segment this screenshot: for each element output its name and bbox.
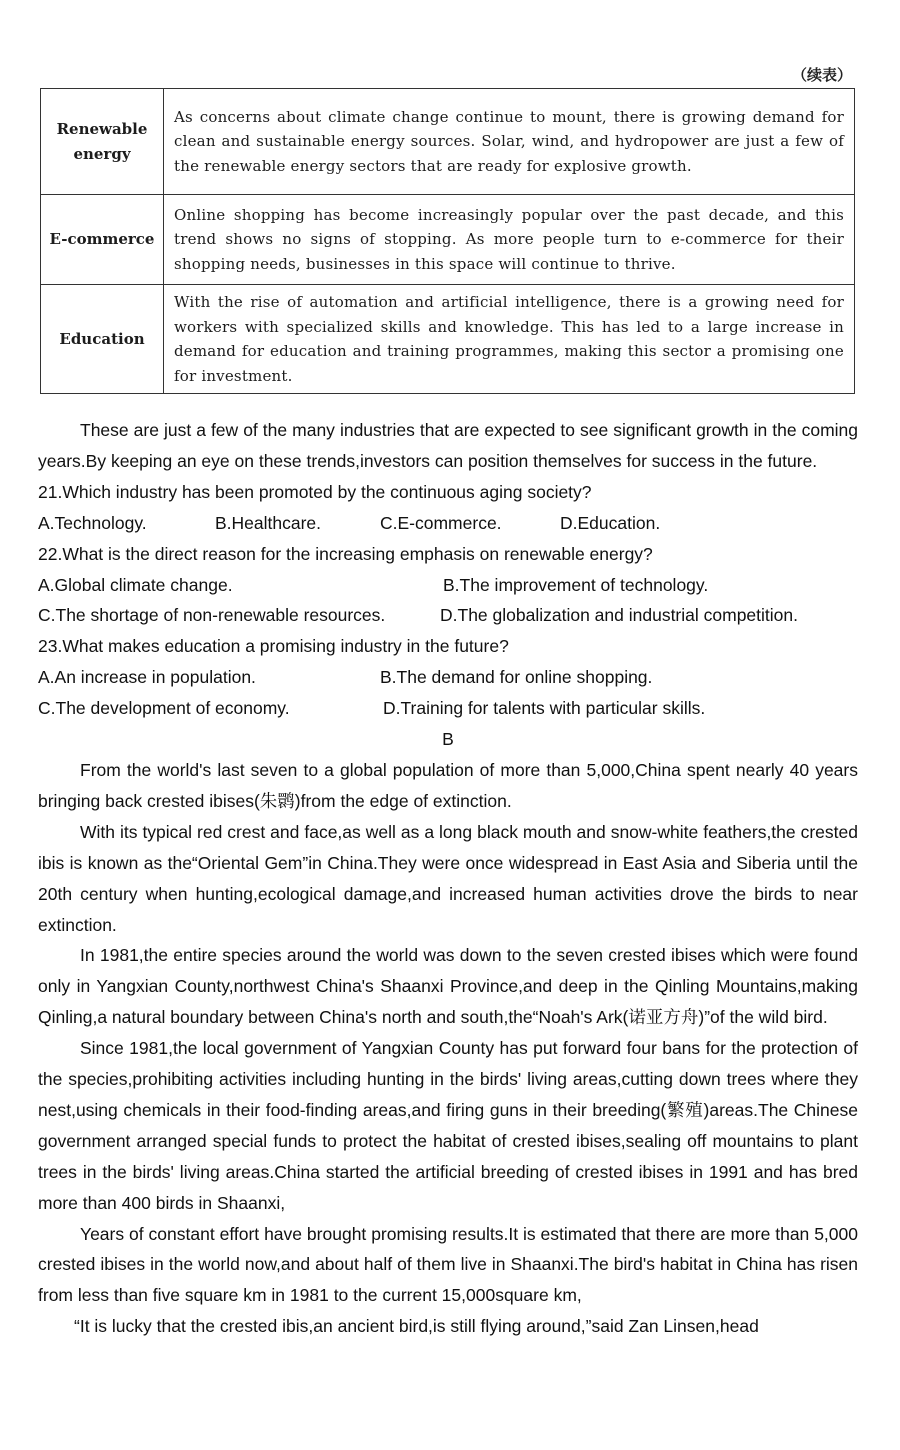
question-21-options: [38, 508, 858, 539]
passage-body: [38, 415, 858, 1342]
industry-table: [40, 88, 855, 394]
section-b-paragraph: “It is lucky that the crested ibis,an ancient bird,is still flying around,”said Zan Linsen,head: [74, 1316, 759, 1337]
option-a: A.Technology.: [38, 512, 147, 533]
table-row: [41, 285, 855, 394]
option-c: C.The shortage of non-renewable resources.: [38, 605, 386, 626]
question-22-stem: 22.What is the direct reason for the increasing emphasis on renewable energy?: [38, 543, 653, 564]
question-23-stem: 23.What makes education a promising industry in the future?: [38, 636, 509, 657]
industry-name: Renewable energy: [56, 120, 148, 163]
section-b-paragraph: From the world's last seven to a global population of more than 5,000,China spent nearly 40 years bringing back crested ibises(朱鹮)from the edge of extinction.: [38, 759, 858, 811]
section-b-paragraph: Years of constant effort have brought promising results.It is estimated that there are more than 5,000 crested ibises in the world now,and about half of them live in Shaanxi.The bird's habitat in China has risen from less than five square km in 1981 to the current 15,000square km,: [38, 1223, 858, 1306]
industry-name-education: Education: [41, 285, 164, 394]
option-a: A.An increase in population.: [38, 667, 256, 688]
industry-name-ecommerce: E-commerce: [41, 195, 164, 285]
option-a: A.Global climate change.: [38, 574, 233, 595]
industry-description: Online shopping has become increasingly popular over the past decade, and this trend shows no signs of stopping. As more people turn to e-commerce for their shopping needs, businesses in this space will continue to thrive.: [164, 195, 855, 285]
option-c: C.The development of economy.: [38, 698, 290, 719]
table-row: [41, 195, 855, 285]
question-21-stem: 21.Which industry has been promoted by the continuous aging society?: [38, 481, 592, 502]
section-b-paragraph: Since 1981,the local government of Yangxian County has put forward four bans for the protection of the species,prohibiting activities including hunting in the birds' living areas,cutting down trees where they nest,using chemicals in their food-finding areas,and firing guns in their breeding(繁殖)areas.The Chinese government arranged special funds to protect the habitat of crested ibises,sealing off mountains to plant trees in the birds' living areas.China started the artificial breeding of crested ibises in 1991 and has bred more than 400 birds in Shaanxi,: [38, 1038, 858, 1213]
option-d: D.The globalization and industrial competition.: [440, 605, 798, 626]
industry-description: As concerns about climate change continue to mount, there is growing demand for clean and sustainable energy sources. Solar, wind, and hydropower are just a few of the renewable energy sectors that are ready for explosive growth.: [164, 89, 855, 195]
section-b-paragraph: In 1981,the entire species around the world was down to the seven crested ibises which were found only in Yangxian County,northwest China's Shaanxi Province,and deep in the Qinling Mountains,making Qinling,a natural boundary between China's north and south,the“Noah's Ark(诺亚方舟)”of the wild bird.: [38, 945, 858, 1028]
option-c: C.E-commerce.: [380, 512, 502, 533]
passage-a-ending: These are just a few of the many industries that are expected to see significant growth in the coming years.By keeping an eye on these trends,investors can position themselves for success in the future.: [38, 420, 858, 471]
question-23-options-row2: [38, 693, 858, 724]
option-b: B.The demand for online shopping.: [380, 667, 653, 688]
option-b: B.Healthcare.: [215, 512, 322, 533]
question-23-options-row1: [38, 662, 858, 693]
continued-table-label: （续表）: [791, 66, 852, 84]
section-b-label: B: [442, 729, 454, 750]
question-22-options-row1: [38, 570, 858, 601]
option-d: D.Education.: [560, 512, 661, 533]
section-b-paragraph: With its typical red crest and face,as well as a long black mouth and snow-white feathers,the crested ibis is known as the“Oriental Gem”in China.They were once widespread in East Asia and Siberia until the 20th century when hunting,ecological damage,and increased human activities drove the birds to near extinction.: [38, 821, 858, 935]
option-b: B.The improvement of technology.: [443, 574, 709, 595]
table-row: [41, 89, 855, 195]
industry-name-renewable: [41, 89, 164, 195]
industry-description: With the rise of automation and artificial intelligence, there is a growing need for workers with specialized skills and knowledge. This has led to a large increase in demand for education and training programmes, making this sector a promising one for investment.: [164, 285, 855, 394]
question-22-options-row2: [38, 600, 858, 631]
option-d: D.Training for talents with particular skills.: [383, 698, 706, 719]
